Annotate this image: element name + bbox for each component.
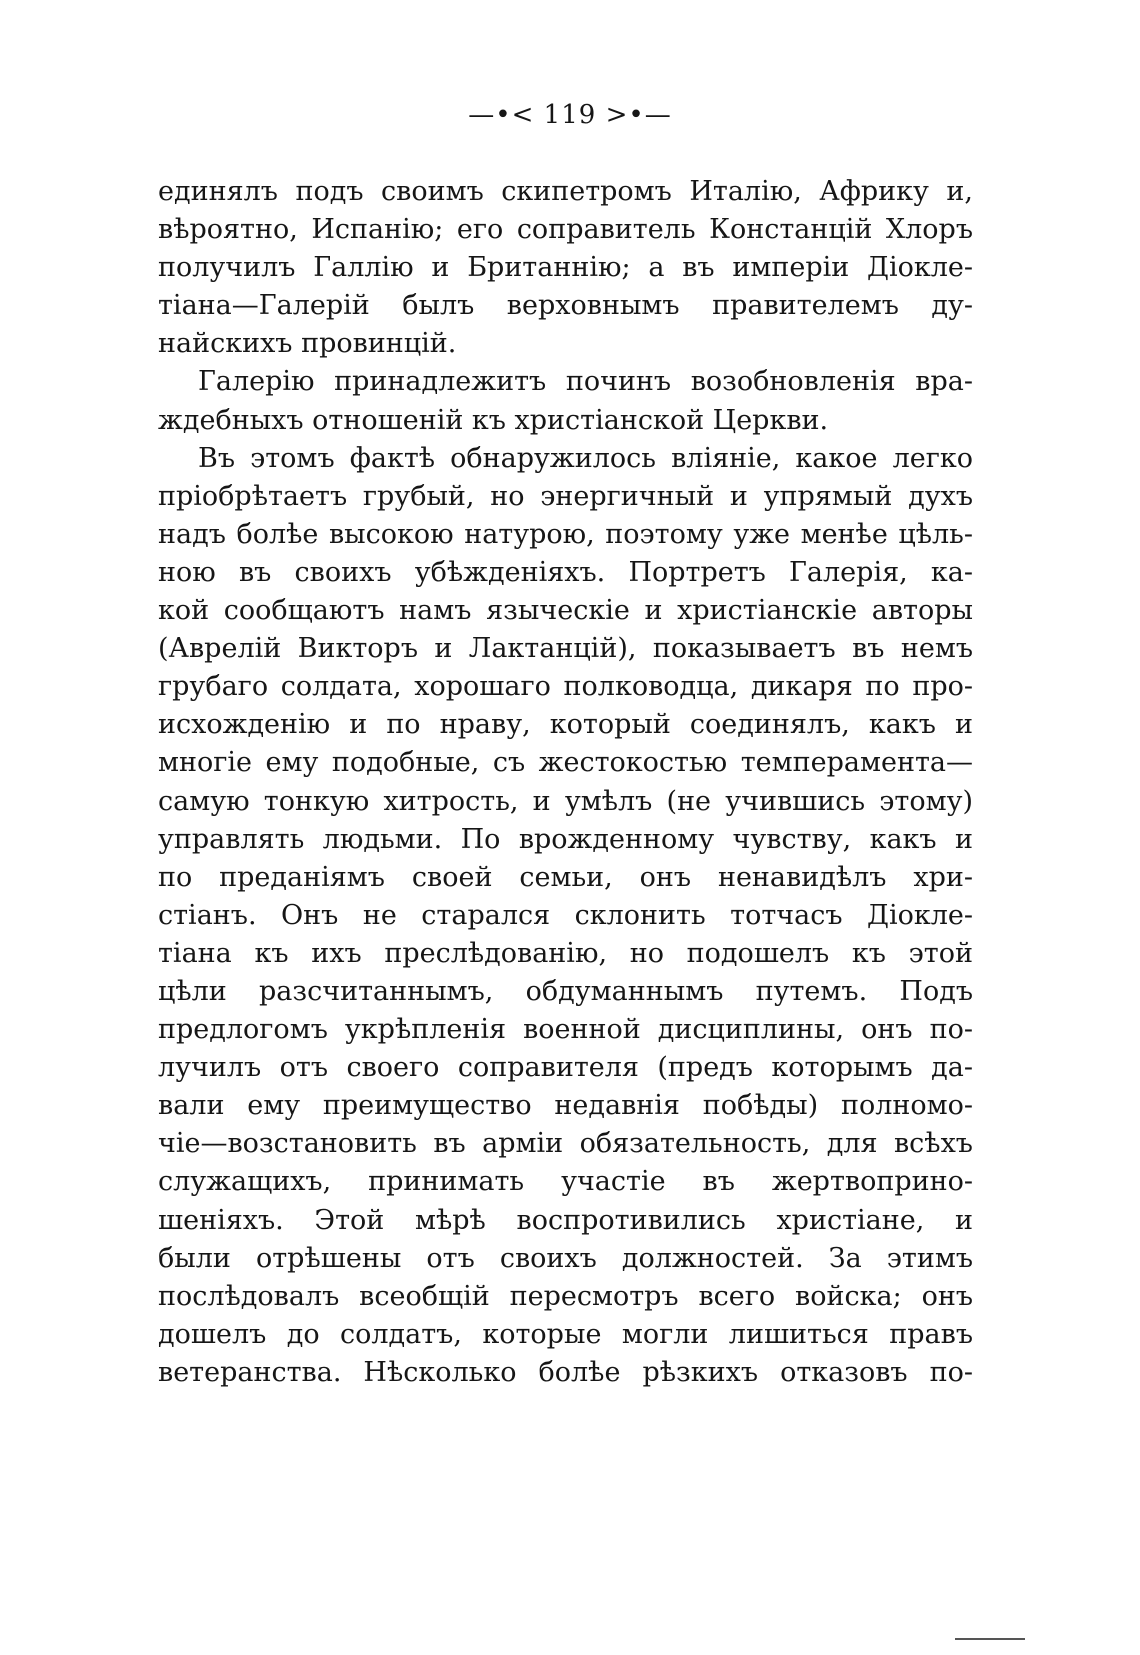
text-line: послѣдовалъ всеобщій пересмотръ всего войска; онъ [158, 1280, 973, 1312]
text-line: служащихъ, принимать участіе въ жертвоприно- [158, 1166, 973, 1198]
text-line: единялъ подъ своимъ скипетромъ Италію, Африку и, [158, 176, 973, 207]
text-line: найскихъ провинцій. [158, 328, 457, 360]
text-line: управлять людьми. По врожденному чувству, какъ и [158, 823, 973, 855]
text-line: ветеранства. Нѣсколько болѣе рѣзкихъ отказовъ по- [158, 1356, 973, 1388]
text-line: чіе—возстановить въ арміи обязательность, для всѣхъ [158, 1128, 973, 1160]
page-number: —•< 119 >•— [468, 100, 672, 130]
footer-rule [955, 1638, 1025, 1640]
text-line: были отрѣшены отъ своихъ должностей. За этимъ [158, 1242, 973, 1274]
text-line: надъ болѣе высокою натурою, поэтому уже менѣе цѣль- [158, 518, 973, 550]
text-line: предлогомъ укрѣпленія военной дисциплины, онъ по- [158, 1014, 973, 1046]
text-line: многіе ему подобные, съ жестокостью темперамента— [158, 747, 973, 779]
text-line: по преданіямъ своей семьи, онъ ненавидѣлъ хри- [158, 861, 973, 893]
text-line: исхожденію и по нраву, который соединялъ, какъ и [158, 709, 973, 741]
text-line: тіана къ ихъ преслѣдованію, но подошелъ къ этой [158, 937, 973, 969]
text-line: (Аврелій Викторъ и Лактанцій), показываетъ въ немъ [158, 633, 973, 665]
text-line: цѣли разсчитаннымъ, обдуманнымъ путемъ. Подъ [158, 975, 973, 1007]
text-line: ждебныхъ отношеній къ христіанской Церкви. [158, 404, 829, 436]
text-line: шеніяхъ. Этой мѣрѣ воспротивились христіане, и [158, 1204, 973, 1236]
text-line: грубаго солдата, хорошаго полководца, дикаря по про- [158, 671, 973, 703]
body-text [158, 173, 973, 1392]
text-line: Галерію принадлежитъ починъ возобновленія вра- [198, 366, 973, 398]
text-line: вѣроятно, Испанію; его соправитель Констанцій Хлоръ [158, 214, 973, 246]
text-line: Въ этомъ фактѣ обнаружилось вліяніе, какое легко [198, 442, 973, 474]
text-line: стіанъ. Онъ не старался склонить тотчасъ Діокле- [158, 899, 973, 931]
text-line: получилъ Галлію и Британнію; а въ имперіи Діокле- [158, 252, 973, 284]
text-line: самую тонкую хитрость, и умѣлъ (не учившись этому) [158, 785, 973, 817]
text-line: дошелъ до солдатъ, которые могли лишиться правъ [158, 1318, 973, 1350]
text-line: тіана—Галерій былъ верховнымъ правителемъ ду- [158, 290, 973, 322]
text-line: вали ему преимущество недавнія побѣды) полномо- [158, 1090, 973, 1122]
text-line: пріобрѣтаетъ грубый, но энергичный и упрямый духъ [158, 480, 973, 512]
text-line: кой сообщаютъ намъ языческіе и христіанскіе авторы [158, 595, 973, 627]
text-line: ною въ своихъ убѣжденіяхъ. Портретъ Галерія, ка- [158, 556, 973, 588]
text-line: лучилъ отъ своего соправителя (предъ которымъ да- [158, 1052, 973, 1084]
